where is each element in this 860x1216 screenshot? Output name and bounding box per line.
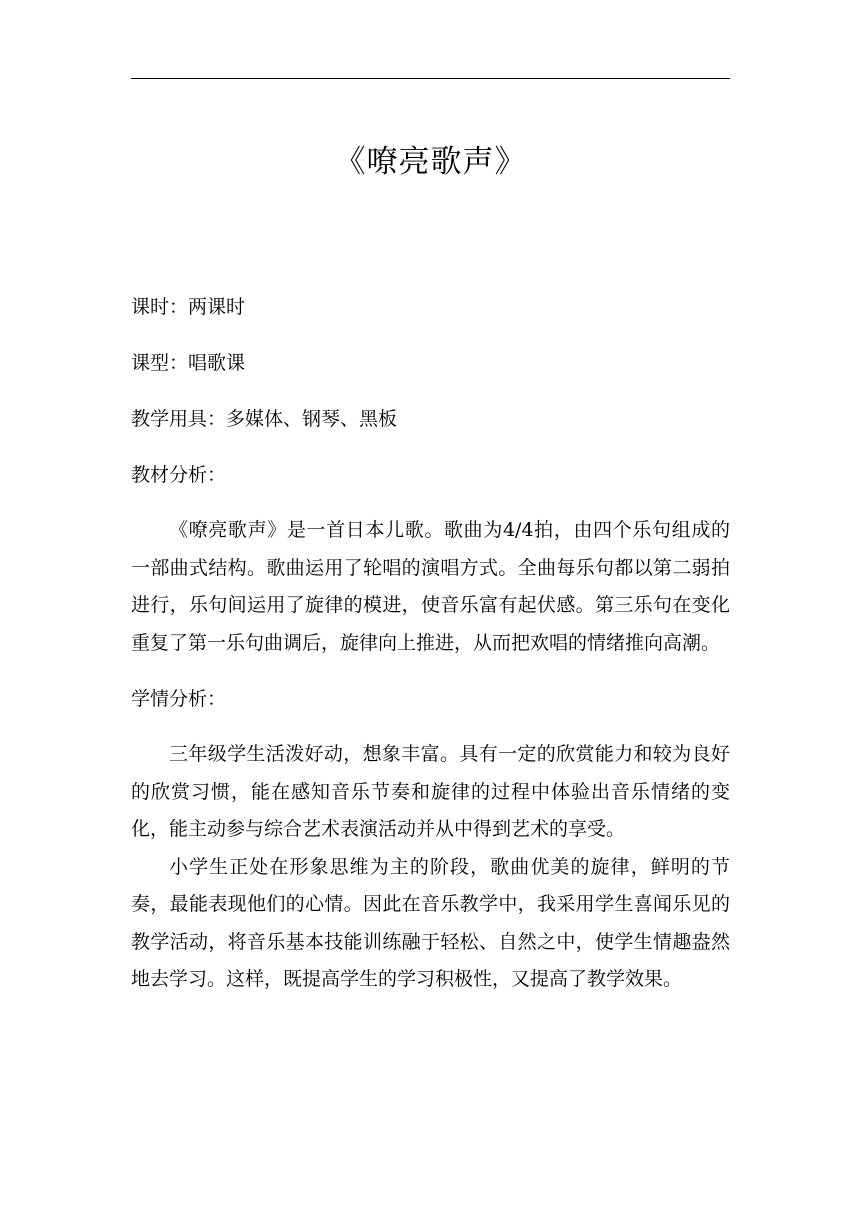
lesson-hours: 课时：两课时	[131, 296, 246, 318]
student-analysis-paragraph-1: 三年级学生活泼好动，想象丰富。具有一定的欣赏能力和较为良好的欣赏习惯，能在感知音乐节奏和旋律的过程中体验出音乐情绪的变化，能主动参与综合艺术表演活动并从中得到艺术的享受。	[131, 743, 730, 840]
document-body	[131, 288, 730, 999]
teaching-tools: 教学用具：多媒体、钢琴、黑板	[131, 408, 398, 430]
student-analysis-heading: 学情分析：	[131, 688, 227, 710]
student-analysis-paragraph-2: 小学生正处在形象思维为主的阶段，歌曲优美的旋律，鲜明的节奏，最能表现他们的心情。因此在音乐教学中，我采用学生喜闻乐见的教学活动，将音乐基本技能训练融于轻松、自然之中，使学生情趣盎然地去学习。这样，既提高学生的学习积极性，又提高了教学效果。	[131, 855, 730, 990]
lesson-type: 课型：唱歌课	[131, 352, 246, 374]
material-analysis-heading: 教材分析：	[131, 464, 227, 486]
header-rule	[131, 78, 730, 79]
document-title: 《嘹亮歌声》	[334, 144, 527, 180]
material-analysis-paragraph: 《嘹亮歌声》是一首日本儿歌。歌曲为4/4拍，由四个乐句组成的一部曲式结构。歌曲运用了轮唱的演唱方式。全曲每乐句都以第二弱拍进行，乐句间运用了旋律的模进，使音乐富有起伏感。第三乐句在变化重复了第一乐句曲调后，旋律向上推进，从而把欢唱的情绪推向高潮。	[131, 519, 730, 654]
